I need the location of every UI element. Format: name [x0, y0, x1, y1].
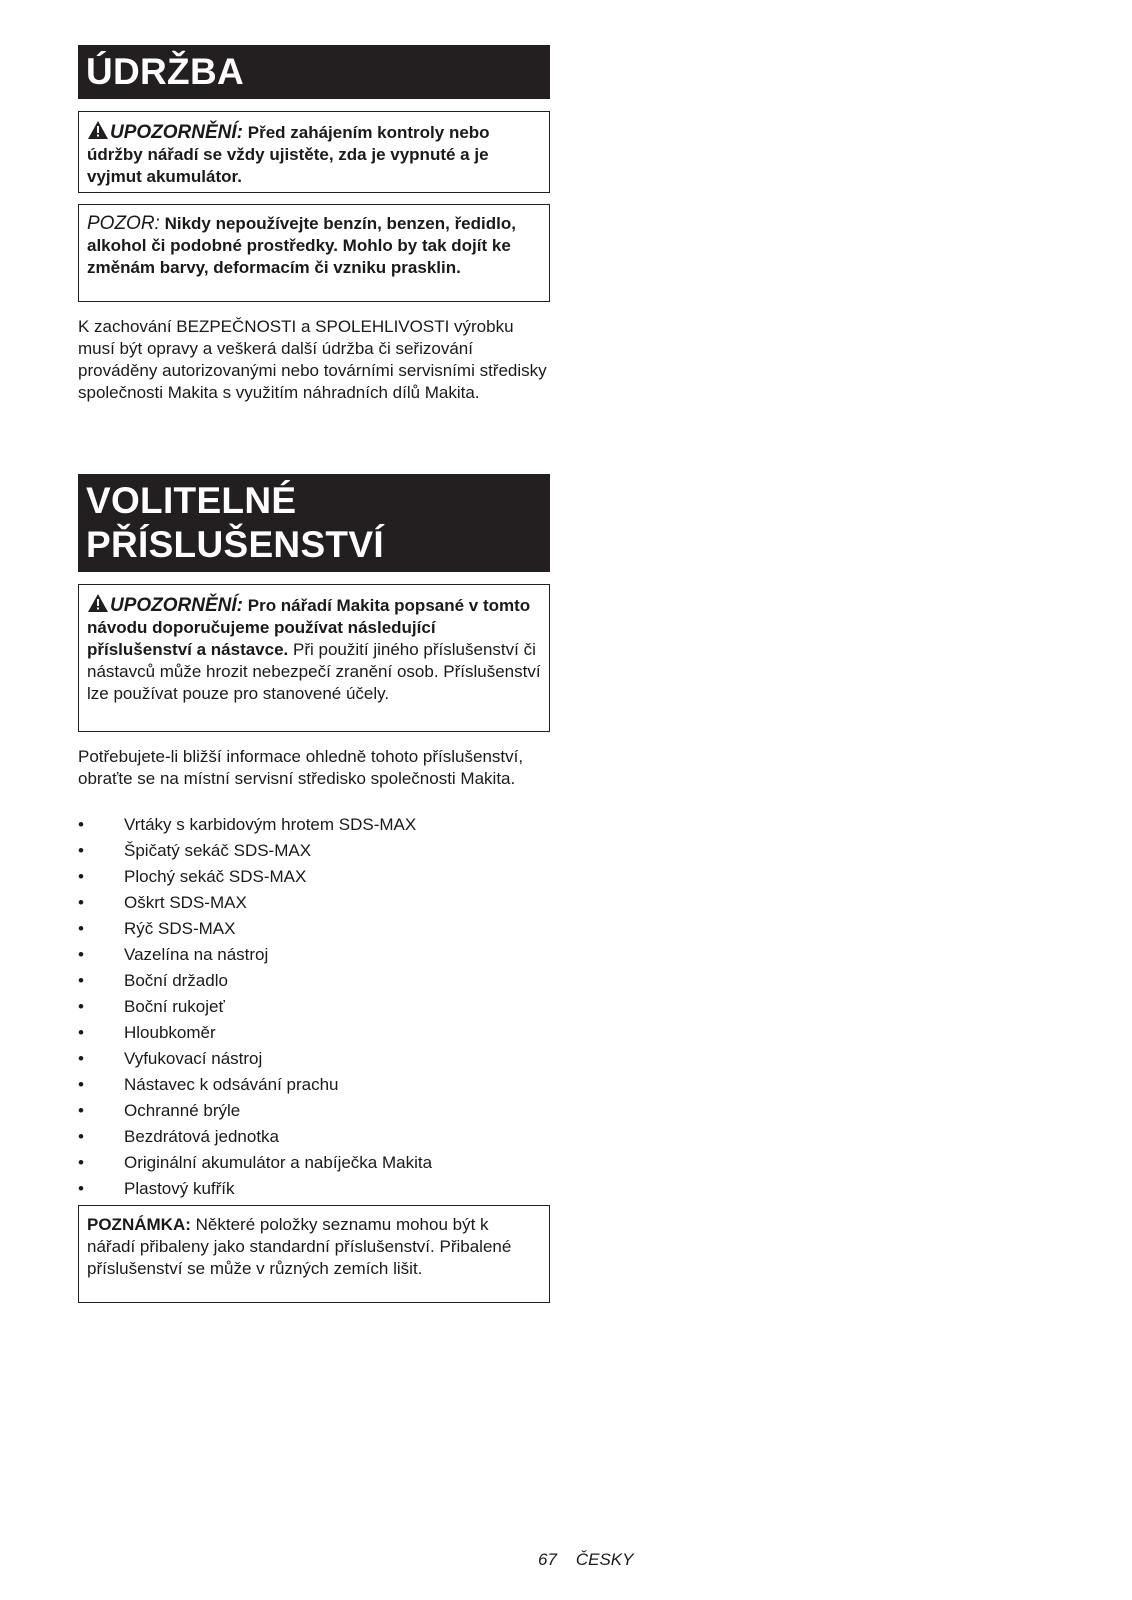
maintenance-caution-box	[78, 204, 550, 302]
warning-triangle-icon	[87, 593, 109, 613]
accessories-title-line2: PŘÍSLUŠENSTVÍ	[86, 524, 384, 565]
warning-text: Při použití jiného příslušenství či nástavců může hrozit nebezpečí zranění osob. Příslušenství lze používat pouze pro stanovené účely.	[87, 640, 541, 703]
list-item	[78, 1176, 550, 1202]
bullet-mark: •	[78, 1049, 84, 1068]
warning-label: UPOZORNĚNÍ:	[110, 595, 243, 616]
warning-label: UPOZORNĚNÍ:	[110, 122, 243, 143]
bullet-mark: •	[78, 1179, 84, 1198]
list-item-label: Rýč SDS-MAX	[124, 919, 236, 938]
list-item	[78, 942, 550, 968]
list-item	[78, 994, 550, 1020]
list-item	[78, 1150, 550, 1176]
caution-text: Nikdy nepoužívejte benzín, benzen, ředidlo, alkohol či podobné prostředky. Mohlo by tak dojít ke změnám barvy, deformacím či vzniku prasklin.	[87, 214, 516, 277]
list-item-label: Bezdrátová jednotka	[124, 1127, 279, 1146]
bullet-mark: •	[78, 893, 84, 912]
list-item-label: Hloubkoměr	[124, 1023, 216, 1042]
warning-bold-text: Pro nářadí Makita popsané v tomto návodu doporučujeme používat následující příslušenství a nástavce.	[87, 596, 531, 659]
list-item-label: Nástavec k odsávání prachu	[124, 1075, 339, 1094]
page-number: 67	[538, 1550, 557, 1569]
list-item-label: Ochranné brýle	[124, 1101, 241, 1120]
note-label: POZNÁMKA:	[87, 1215, 191, 1234]
caution-label: POZOR:	[87, 213, 160, 234]
bullet-mark: •	[78, 997, 84, 1016]
list-item	[78, 916, 550, 942]
maintenance-paragraph: K zachování BEZPEČNOSTI a SPOLEHLIVOSTI výrobku musí být opravy a veškerá další údržba či seřizování prováděny autorizovanými nebo továrními servisními středisky společnosti Makita s využitím náhradních dílů Makita.	[78, 317, 547, 402]
list-item	[78, 864, 550, 890]
warning-triangle-icon	[87, 120, 109, 140]
bullet-mark: •	[78, 1127, 84, 1146]
note-box	[78, 1205, 550, 1303]
note-text: Některé položky seznamu mohou být k nářadí přibaleny jako standardní příslušenství. Přibalené příslušenství se může v různých zemích lišit.	[87, 1215, 512, 1278]
list-item	[78, 1098, 550, 1124]
bullet-mark: •	[78, 841, 84, 860]
list-item-label: Oškrt SDS-MAX	[124, 893, 247, 912]
accessories-title-line1: VOLITELNÉ	[86, 480, 297, 521]
accessories-paragraph: Potřebujete-li bližší informace ohledně tohoto příslušenství, obraťte se na místní servisní středisko společnosti Makita.	[78, 747, 524, 788]
list-item-label: Plochý sekáč SDS-MAX	[124, 867, 307, 886]
list-item	[78, 838, 550, 864]
maintenance-title: ÚDRŽBA	[86, 51, 245, 92]
accessories-warning-box	[78, 584, 550, 732]
list-item-label: Vrtáky s karbidovým hrotem SDS-MAX	[124, 815, 417, 834]
bullet-mark: •	[78, 945, 84, 964]
bullet-mark: •	[78, 1075, 84, 1094]
list-item	[78, 1020, 550, 1046]
bullet-mark: •	[78, 815, 84, 834]
list-item	[78, 812, 550, 838]
list-item-label: Plastový kufřík	[124, 1179, 235, 1198]
list-item-label: Špičatý sekáč SDS-MAX	[124, 841, 312, 860]
list-item	[78, 1072, 550, 1098]
bullet-mark: •	[78, 867, 84, 886]
maintenance-warning-box	[78, 111, 550, 193]
bullet-mark: •	[78, 1023, 84, 1042]
warning-text: Před zahájením kontroly nebo údržby nářadí se vždy ujistěte, zda je vypnuté a je vyjmut akumulátor.	[87, 123, 490, 186]
maintenance-heading	[78, 45, 550, 99]
list-item-label: Vyfukovací nástroj	[124, 1049, 263, 1068]
list-item	[78, 1124, 550, 1150]
accessories-list	[78, 812, 550, 1202]
list-item-label: Vazelína na nástroj	[124, 945, 269, 964]
list-item	[78, 890, 550, 916]
footer-language: ČESKY	[575, 1550, 634, 1569]
bullet-mark: •	[78, 919, 84, 938]
accessories-heading	[78, 474, 550, 572]
bullet-mark: •	[78, 971, 84, 990]
list-item	[78, 1046, 550, 1072]
bullet-mark: •	[78, 1153, 84, 1172]
list-item-label: Originální akumulátor a nabíječka Makita	[124, 1153, 433, 1172]
list-item-label: Boční rukojeť	[124, 997, 225, 1016]
bullet-mark: •	[78, 1101, 84, 1120]
list-item-label: Boční držadlo	[124, 971, 228, 990]
list-item	[78, 968, 550, 994]
page-footer	[538, 1550, 633, 1570]
